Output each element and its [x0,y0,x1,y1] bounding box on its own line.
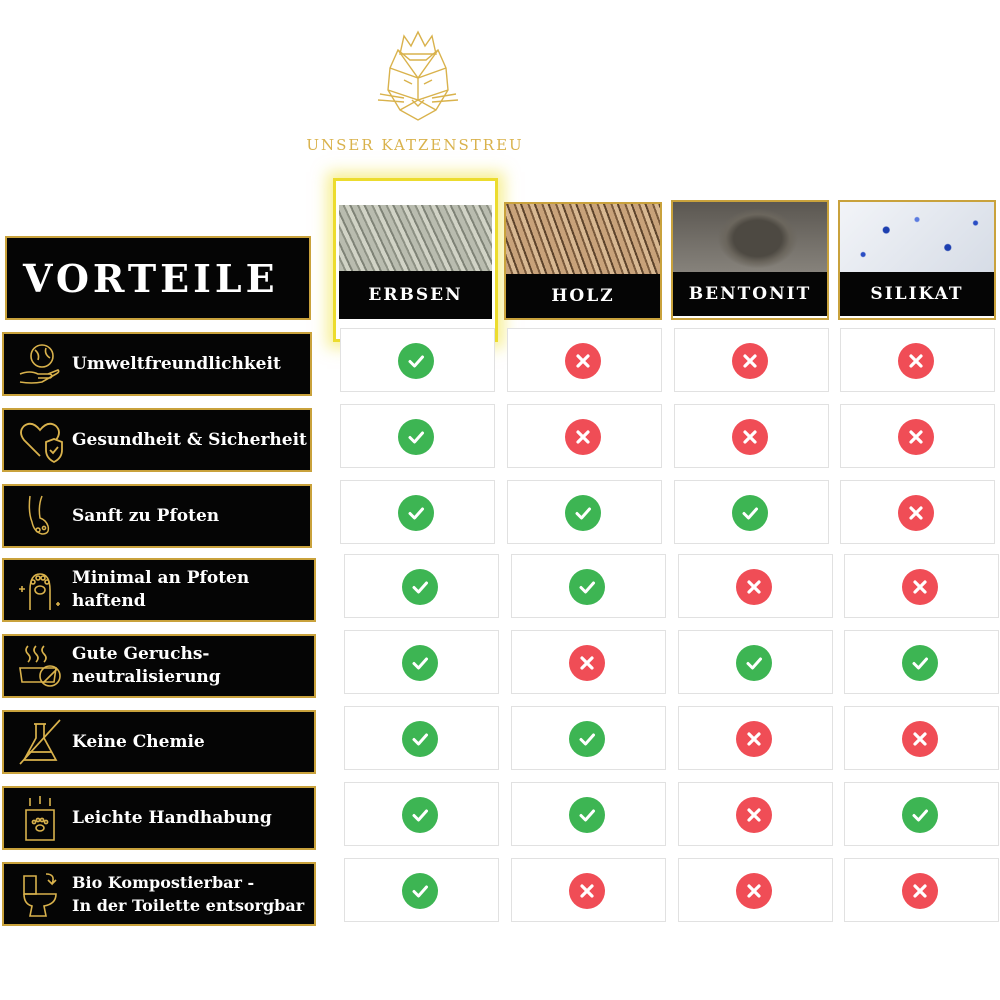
cross-icon [898,419,934,455]
check-icon [569,721,605,757]
check-icon [398,343,434,379]
cross-icon [736,569,772,605]
earth-hand-icon [16,340,64,388]
cell-silikat [844,630,999,694]
cell-erbsen [344,706,499,770]
product-image-holz [506,204,660,274]
check-icon [902,797,938,833]
product-label-bentonit: BENTONIT [673,272,827,316]
cross-icon [736,721,772,757]
cell-erbsen [340,480,495,544]
feature-gesundheit-sicherheit [2,408,312,472]
cross-icon [732,419,768,455]
feature-label: Umweltfreundlichkeit [72,353,281,374]
header-title-box [5,236,311,320]
cell-silikat [840,404,995,468]
cell-bentonit [674,480,829,544]
check-icon [402,569,438,605]
check-icon [402,797,438,833]
cell-silikat [844,782,999,846]
crowned-cat-logo-icon [370,28,466,128]
cell-holz [511,858,666,922]
odor-bowl-icon [16,642,64,690]
check-icon [402,645,438,681]
product-label-silikat: SILIKAT [840,272,994,316]
feature-label: Gesundheit & Sicherheit [72,429,307,450]
cross-icon [902,873,938,909]
feature-label: Bio Kompostierbar - In der Toilette entsorgbar [72,873,305,915]
cell-erbsen [344,554,499,618]
check-icon [569,569,605,605]
cell-bentonit [678,706,833,770]
check-icon [736,645,772,681]
cell-holz [511,630,666,694]
product-label-holz: HOLZ [506,274,660,318]
cell-silikat [840,328,995,392]
cell-erbsen [340,404,495,468]
product-header-silikat [838,200,996,320]
cross-icon [902,721,938,757]
feature-leichte-handhabung [2,786,316,850]
cell-silikat [840,480,995,544]
cell-bentonit [678,858,833,922]
feature-sanft-zu-pfoten [2,484,312,548]
cross-icon [898,495,934,531]
cell-bentonit [678,554,833,618]
check-icon [902,645,938,681]
cell-erbsen [344,630,499,694]
product-image-bentonit [673,202,827,272]
cross-icon [565,419,601,455]
cross-icon [736,873,772,909]
cell-holz [507,328,662,392]
cell-bentonit [678,630,833,694]
cell-silikat [844,706,999,770]
toilet-icon [16,870,64,918]
product-header-holz [504,202,662,320]
cell-holz [507,404,662,468]
feature-minimal-an-pfoten [2,558,316,622]
cat-paw-leg-icon [16,492,64,540]
cross-icon [736,797,772,833]
cell-holz [507,480,662,544]
check-icon [732,495,768,531]
check-icon [565,495,601,531]
cell-holz [511,554,666,618]
cross-icon [898,343,934,379]
cell-bentonit [674,404,829,468]
product-header-bentonit [671,200,829,320]
feature-label: Gute Geruchs- neutralisierung [72,644,221,687]
cell-bentonit [674,328,829,392]
paw-sparkle-icon [16,566,64,614]
feature-geruchsneutralisierung [2,634,316,698]
feature-label: Leichte Handhabung [72,807,272,828]
check-icon [569,797,605,833]
cell-holz [511,782,666,846]
check-icon [398,495,434,531]
litter-bag-icon [16,794,64,842]
cell-erbsen [344,782,499,846]
cross-icon [569,873,605,909]
feature-label: Minimal an Pfoten haftend [72,568,250,611]
product-image-erbsen [339,205,492,271]
cell-silikat [844,554,999,618]
cross-icon [565,343,601,379]
feature-bio-kompostierbar [2,862,316,926]
crossed-flask-icon [16,718,64,766]
feature-umweltfreundlichkeit [2,332,312,396]
cell-bentonit [678,782,833,846]
cell-erbsen [344,858,499,922]
cell-erbsen [340,328,495,392]
cross-icon [569,645,605,681]
check-icon [398,419,434,455]
brand-name: UNSER KATZENSTREU [306,136,524,154]
product-header-erbsen [333,178,498,342]
cell-holz [511,706,666,770]
cross-icon [732,343,768,379]
product-image-silikat [840,202,994,272]
feature-label: Keine Chemie [72,731,205,752]
product-label-erbsen: ERBSEN [339,271,492,319]
cross-icon [902,569,938,605]
cell-silikat [844,858,999,922]
feature-label: Sanft zu Pfoten [72,505,220,526]
check-icon [402,721,438,757]
page-title: VORTEILE [23,255,279,301]
check-icon [402,873,438,909]
heart-shield-icon [16,416,64,464]
feature-keine-chemie [2,710,316,774]
